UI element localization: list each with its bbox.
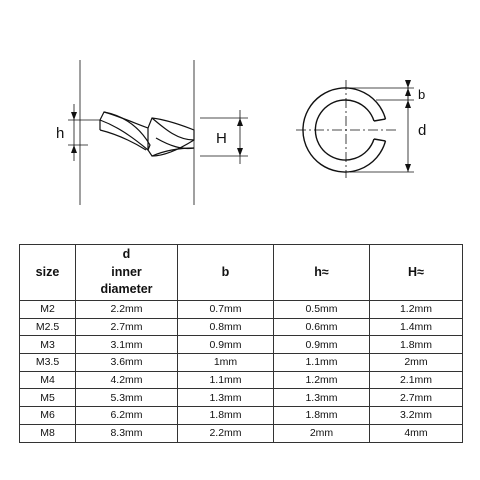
front-view-drawing	[296, 80, 414, 178]
table-row	[20, 318, 463, 336]
cell-size: M5	[20, 389, 76, 407]
table-row	[20, 424, 463, 442]
header-H: H≈	[370, 245, 463, 301]
cell-d: 2.7mm	[76, 318, 178, 336]
side-view-label-H: H	[216, 130, 227, 147]
side-view-label-h: h	[56, 125, 65, 142]
cell-h: 0.6mm	[274, 318, 370, 336]
table-header-row	[20, 245, 463, 301]
cell-size: M2	[20, 301, 76, 319]
cell-H: 4mm	[370, 424, 463, 442]
cell-h: 0.5mm	[274, 301, 370, 319]
cell-H: 1.2mm	[370, 301, 463, 319]
cell-h: 0.9mm	[274, 336, 370, 354]
cell-b: 1.1mm	[178, 371, 274, 389]
washer-size-table	[19, 244, 463, 443]
table-row	[20, 301, 463, 319]
cell-H: 3.2mm	[370, 407, 463, 425]
header-inner-diameter: d inner diameter	[76, 245, 178, 301]
header-b: b	[178, 245, 274, 301]
front-view-label-d: d	[418, 122, 427, 139]
cell-b: 0.8mm	[178, 318, 274, 336]
cell-h: 1.1mm	[274, 354, 370, 372]
cell-b: 1.8mm	[178, 407, 274, 425]
cell-b: 0.9mm	[178, 336, 274, 354]
cell-d: 3.6mm	[76, 354, 178, 372]
cell-h: 1.2mm	[274, 371, 370, 389]
cell-h: 1.3mm	[274, 389, 370, 407]
cell-H: 2.1mm	[370, 371, 463, 389]
cell-b: 1mm	[178, 354, 274, 372]
cell-size: M3.5	[20, 354, 76, 372]
cell-h: 2mm	[274, 424, 370, 442]
cell-d: 2.2mm	[76, 301, 178, 319]
table-row	[20, 371, 463, 389]
table-row	[20, 389, 463, 407]
table-row	[20, 336, 463, 354]
cell-b: 0.7mm	[178, 301, 274, 319]
cell-d: 4.2mm	[76, 371, 178, 389]
cell-size: M4	[20, 371, 76, 389]
front-view-label-b: b	[418, 87, 426, 102]
cell-size: M6	[20, 407, 76, 425]
cell-H: 2mm	[370, 354, 463, 372]
cell-d: 3.1mm	[76, 336, 178, 354]
cell-b: 2.2mm	[178, 424, 274, 442]
header-size: size	[20, 245, 76, 301]
cell-d: 8.3mm	[76, 424, 178, 442]
table-row	[20, 407, 463, 425]
cell-size: M2.5	[20, 318, 76, 336]
cell-h: 1.8mm	[274, 407, 370, 425]
cell-H: 2.7mm	[370, 389, 463, 407]
cell-H: 1.8mm	[370, 336, 463, 354]
cell-b: 1.3mm	[178, 389, 274, 407]
cell-d: 6.2mm	[76, 407, 178, 425]
cell-size: M8	[20, 424, 76, 442]
cell-size: M3	[20, 336, 76, 354]
cell-d: 5.3mm	[76, 389, 178, 407]
header-h: h≈	[274, 245, 370, 301]
table-row	[20, 354, 463, 372]
cell-H: 1.4mm	[370, 318, 463, 336]
